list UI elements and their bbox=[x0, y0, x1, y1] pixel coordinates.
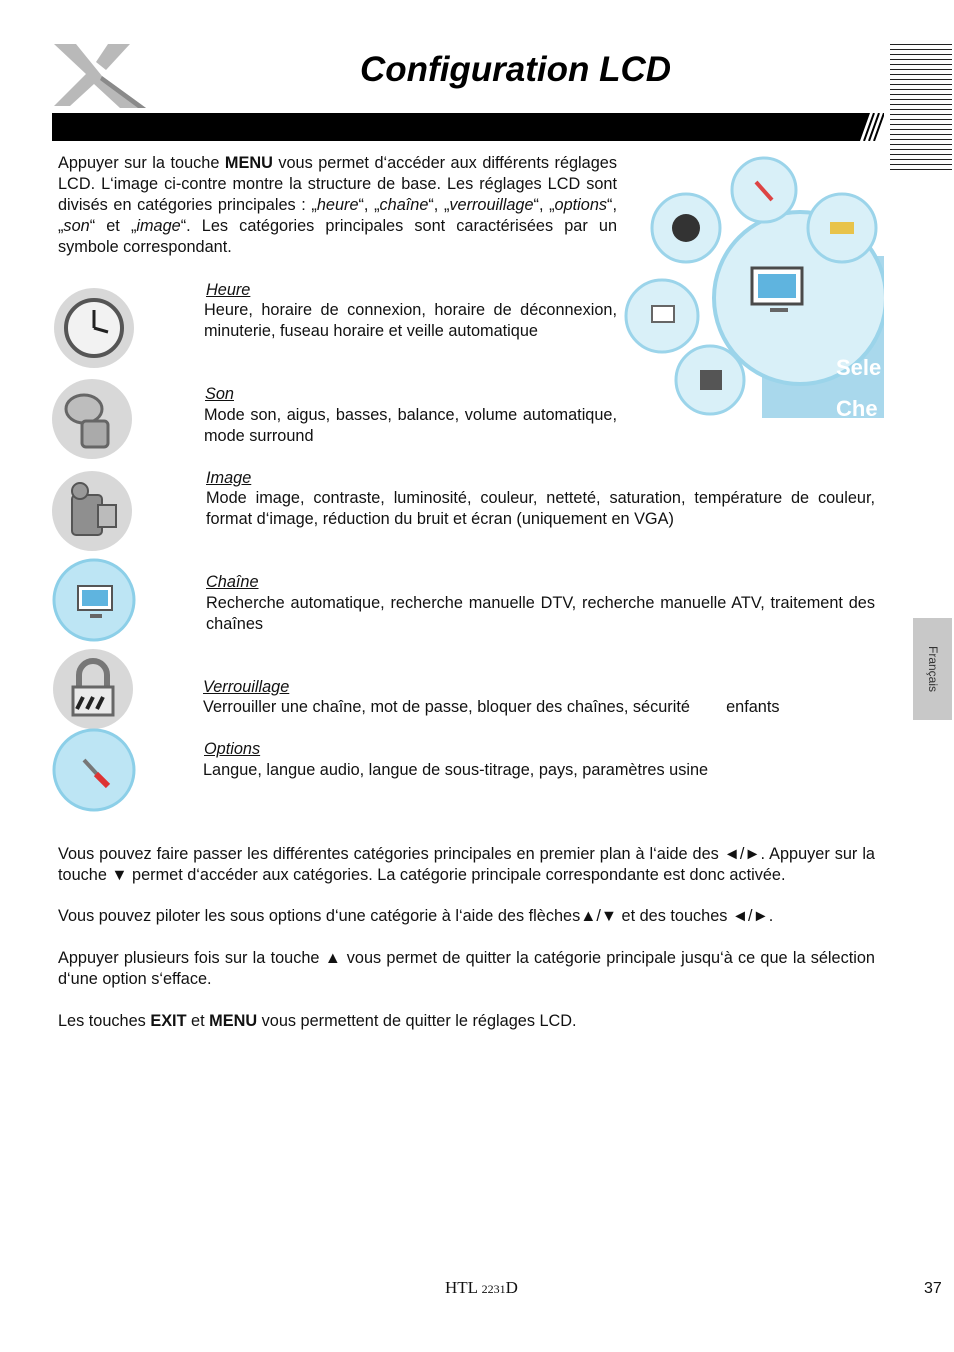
category-description: Langue, langue audio, langue de sous-titrage, pays, paramètres usine bbox=[203, 761, 709, 779]
text-run: vous permettent de quitter le réglages LCD. bbox=[257, 1012, 577, 1030]
category-description: Recherche automatique, recherche manuelle DTV, recherche manuelle ATV, traitement des chaînes bbox=[206, 594, 875, 633]
category-title: Heure bbox=[206, 281, 251, 299]
speaker-icon bbox=[50, 377, 134, 461]
camera-icon bbox=[50, 469, 134, 553]
category-title: Son bbox=[205, 385, 234, 403]
category-title: Options bbox=[204, 740, 261, 758]
menu-channel-label: Che bbox=[836, 396, 878, 420]
bold-text: EXIT bbox=[150, 1012, 187, 1030]
category-chaine bbox=[206, 572, 259, 593]
tools-icon bbox=[52, 728, 136, 812]
bold-text: MENU bbox=[209, 1012, 258, 1030]
intro-paragraph bbox=[58, 153, 617, 258]
lock-icon bbox=[51, 647, 135, 731]
category-image bbox=[206, 468, 251, 489]
text-run: Les touches bbox=[58, 1012, 151, 1030]
clock-icon bbox=[52, 286, 136, 370]
text-run: “, „ bbox=[358, 196, 380, 214]
text-run: “, „ bbox=[58, 196, 617, 235]
menu-screenshot bbox=[624, 150, 884, 420]
header-bar bbox=[52, 113, 860, 141]
category-description: Mode son, aigus, basses, balance, volume automatique, mode surround bbox=[204, 406, 617, 445]
page-number: 37 bbox=[924, 1280, 942, 1297]
category-description: Mode image, contraste, luminosité, couleur, netteté, saturation, température de couleur, format d‘image, réduction du bruit et écran (uniquement en VGA) bbox=[206, 489, 875, 528]
category-description: Heure, horaire de connexion, horaire de déconnexion, minuterie, fuseau horaire et veille automatique bbox=[204, 301, 617, 340]
instruction-paragraph-1: Vous pouvez faire passer les différentes catégories principales en premier plan à l‘aide des ◄/►. Appuyer sur la touche ▼ permet d‘accéder aux catégories. La catégorie principale correspondante est donc activée. bbox=[58, 845, 875, 884]
menu-select-label: Sele bbox=[836, 355, 882, 380]
italic-text: options bbox=[554, 196, 608, 214]
text-run: “, „ bbox=[428, 196, 450, 214]
instruction-paragraph-4 bbox=[58, 1011, 577, 1032]
italic-text: image bbox=[136, 217, 181, 235]
italic-text: son bbox=[63, 217, 90, 235]
category-heure bbox=[206, 280, 250, 301]
header-bar-pattern bbox=[840, 113, 884, 141]
italic-text: heure bbox=[316, 196, 359, 214]
category-verrouillage bbox=[203, 677, 289, 698]
text-run: Appuyer sur la touche bbox=[58, 154, 225, 172]
italic-text: verrouillage bbox=[449, 196, 534, 214]
category-son bbox=[205, 384, 234, 405]
category-options bbox=[204, 739, 260, 760]
instruction-paragraph-2: Vous pouvez piloter les sous options d‘une catégorie à l‘aide des flèches▲/▼ et des touches ◄/►. bbox=[58, 907, 774, 925]
text-run: “, „ bbox=[533, 196, 555, 214]
text-run: et bbox=[186, 1012, 210, 1030]
monitor-icon bbox=[52, 558, 136, 642]
instruction-paragraph-3: Appuyer plusieurs fois sur la touche ▲ vous permet de quitter la catégorie principale jusqu‘à ce que la sélection d‘une option s‘efface. bbox=[58, 949, 875, 988]
category-description: Verrouiller une chaîne, mot de passe, bloquer des chaînes, sécurité enfants bbox=[203, 698, 780, 716]
decorative-stripes bbox=[890, 44, 952, 172]
brand-logo bbox=[50, 40, 150, 112]
text-run: “. Les catégories principales sont caractérisées par un symbole correspondant. bbox=[58, 217, 617, 256]
category-title: Image bbox=[206, 469, 252, 487]
category-title: Chaîne bbox=[206, 573, 259, 591]
bold-text: MENU bbox=[224, 154, 273, 172]
category-title: Verrouillage bbox=[203, 678, 290, 696]
italic-text: chaîne bbox=[379, 196, 429, 214]
text-run: “ et „ bbox=[89, 217, 137, 235]
footer-model: HTL 2231D bbox=[445, 1278, 518, 1297]
language-tab bbox=[913, 618, 952, 720]
page-title: Configuration LCD bbox=[360, 50, 672, 89]
language-label: Français bbox=[925, 645, 940, 693]
text-run: vous permet d‘accéder aux différents réglages LCD. L‘image ci-contre montre la structure de base. Les réglages LCD sont divisés en catégories principales : „ bbox=[58, 154, 617, 214]
